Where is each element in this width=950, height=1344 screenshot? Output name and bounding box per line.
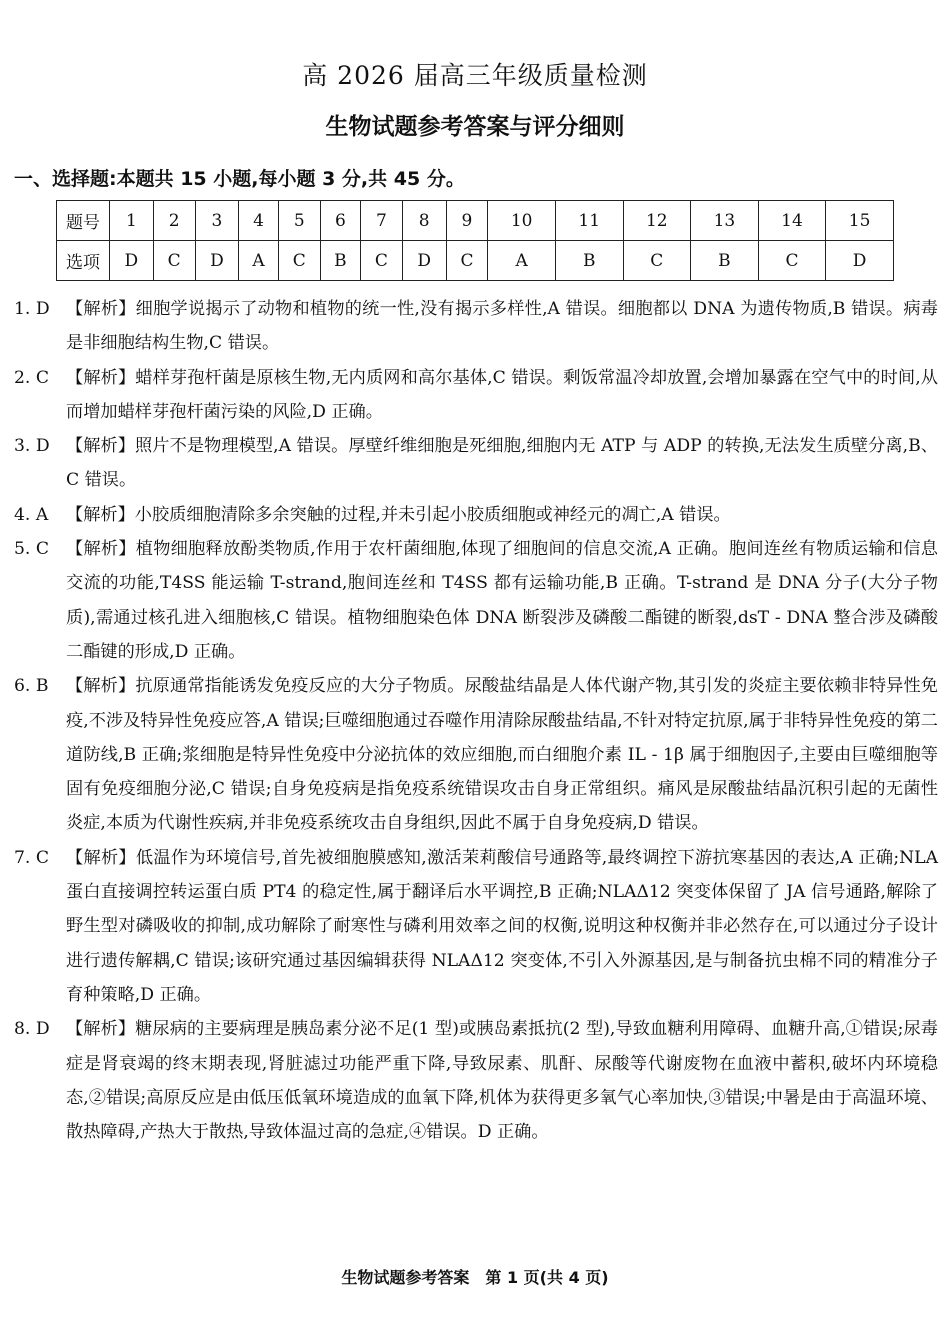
answer-option: D bbox=[402, 241, 446, 281]
explanation-list bbox=[14, 292, 938, 1149]
explanation-item bbox=[14, 292, 938, 361]
answer-option: D bbox=[826, 241, 894, 281]
question-number: 10 bbox=[488, 201, 556, 241]
answer-table-number-row bbox=[57, 201, 894, 241]
item-text: 【解析】照片不是物理模型,A 错误。厚壁纤维细胞是死细胞,细胞内无 ATP 与 ADP 的转换,无法发生质壁分离,B、C 错误。 bbox=[66, 436, 938, 491]
answer-option: D bbox=[195, 241, 239, 281]
item-number: 5. C bbox=[14, 539, 50, 560]
item-number: 8. D bbox=[14, 1019, 50, 1040]
answer-option: B bbox=[555, 241, 623, 281]
answer-option: B bbox=[691, 241, 759, 281]
explanation-item bbox=[14, 669, 938, 840]
page-footer: 生物试题参考答案 第 1 页(共 4 页) bbox=[341, 1268, 609, 1287]
item-text: 【解析】低温作为环境信号,首先被细胞膜感知,激活茉莉酸信号通路等,最终调控下游抗寒基因的表达,A 正确;NLA 蛋白直接调控转运蛋白质 PT4 的稳定性,属于翻译后水平调控,B 正确;NLAΔ12 突变体保留了 JA 信号通路,解除了野生型对磷吸收的抑制,成功解除了耐寒性与磷利用效率之间的权衡,说明这种权衡并非必然存在,可以通过分子设计进行遗传解耦,C 错误;该研究通过基因编辑获得 NLAΔ12 突变体,不引入外源基因,是与制备抗虫棉不同的精准分子育种策略,D 正确。 bbox=[66, 847, 938, 1005]
answer-option: C bbox=[446, 241, 488, 281]
item-text: 【解析】细胞学说揭示了动物和植物的统一性,没有揭示多样性,A 错误。细胞都以 DNA 为遗传物质,B 错误。病毒是非细胞结构生物,C 错误。 bbox=[66, 299, 938, 354]
answer-option: C bbox=[278, 241, 320, 281]
question-number: 13 bbox=[691, 201, 759, 241]
answer-table bbox=[56, 200, 894, 281]
item-number: 2. C bbox=[14, 367, 50, 388]
row-label-number: 题号 bbox=[57, 201, 110, 241]
explanation-item bbox=[14, 429, 938, 498]
item-text: 【解析】糖尿病的主要病理是胰岛素分泌不足(1 型)或胰岛素抵抗(2 型),导致血糖利用障碍、血糖升高,①错误;尿毒症是肾衰竭的终末期表现,肾脏滤过功能严重下降,导致尿素、肌酐、尿酸等代谢废物在血液中蓄积,破坏内环境稳态,②错误;高原反应是由低压低氧环境造成的血氧下降,机体为获得更多氧气心率加快,③错误;中暑是由于高温环境、散热障碍,产热大于散热,导致体温过高的急症,④错误。D 正确。 bbox=[66, 1019, 938, 1143]
question-number: 4 bbox=[239, 201, 279, 241]
item-text: 【解析】抗原通常指能诱发免疫反应的大分子物质。尿酸盐结晶是人体代谢产物,其引发的炎症主要依赖非特异性免疫,不涉及特异性免疫应答,A 错误;巨噬细胞通过吞噬作用清除尿酸盐结晶,不针对特定抗原,属于非特异性免疫的第二道防线,B 正确;浆细胞是特异性免疫中分泌抗体的效应细胞,而白细胞介素 IL - 1β 属于细胞因子,主要由巨噬细胞等固有免疫细胞分泌,C 错误;自身免疫病是指免疫系统错误攻击自身正常组织。痛风是尿酸盐结晶沉积引起的无菌性炎症,本质为代谢性疾病,并非免疫系统攻击自身组织,因此不属于自身免疫病,D 错误。 bbox=[66, 676, 938, 834]
answer-option: D bbox=[110, 241, 154, 281]
answer-option: A bbox=[239, 241, 279, 281]
answer-table-option-row bbox=[57, 241, 894, 281]
question-number: 15 bbox=[826, 201, 894, 241]
question-number: 1 bbox=[110, 201, 154, 241]
question-number: 7 bbox=[361, 201, 403, 241]
question-number: 3 bbox=[195, 201, 239, 241]
item-number: 3. D bbox=[14, 436, 50, 457]
answer-option: C bbox=[153, 241, 195, 281]
item-number: 6. B bbox=[14, 676, 49, 697]
item-text: 【解析】蜡样芽孢杆菌是原核生物,无内质网和高尔基体,C 错误。剩饭常温冷却放置,会增加暴露在空气中的时间,从而增加蜡样芽孢杆菌污染的风险,D 正确。 bbox=[66, 367, 938, 422]
item-number: 4. A bbox=[14, 504, 49, 525]
question-number: 8 bbox=[402, 201, 446, 241]
answer-option: A bbox=[488, 241, 556, 281]
answer-option: C bbox=[758, 241, 826, 281]
question-number: 2 bbox=[153, 201, 195, 241]
item-number: 7. C bbox=[14, 847, 50, 868]
row-label-option: 选项 bbox=[57, 241, 110, 281]
question-number: 14 bbox=[758, 201, 826, 241]
answer-option: C bbox=[361, 241, 403, 281]
explanation-item bbox=[14, 841, 938, 1012]
item-text: 【解析】植物细胞释放酚类物质,作用于农杆菌细胞,体现了细胞间的信息交流,A 正确。胞间连丝有物质运输和信息交流的功能,T4SS 能运输 T-strand,胞间连丝和 T4SS 都有运输功能,B 正确。T-strand 是 DNA 分子(大分子物质),需通过核孔进入细胞核,C 错误。植物细胞染色体 DNA 断裂涉及磷酸二酯键的断裂,dsT - DNA 整合涉及磷酸二酯键的形成,D 正确。 bbox=[66, 539, 938, 662]
item-text: 【解析】小胶质细胞清除多余突触的过程,并未引起小胶质细胞或神经元的凋亡,A 错误。 bbox=[66, 504, 731, 525]
question-number: 12 bbox=[623, 201, 691, 241]
question-number: 5 bbox=[278, 201, 320, 241]
item-number: 1. D bbox=[14, 299, 50, 319]
section-heading: 一、选择题:本题共 15 小题,每小题 3 分,共 45 分。 bbox=[14, 168, 465, 190]
question-number: 6 bbox=[320, 201, 360, 241]
explanation-item bbox=[14, 1012, 938, 1149]
explanation-item bbox=[14, 361, 938, 430]
page-title: 高 2026 届高三年级质量检测 bbox=[302, 61, 648, 90]
page-subtitle: 生物试题参考答案与评分细则 bbox=[325, 114, 625, 140]
question-number: 11 bbox=[555, 201, 623, 241]
explanation-item bbox=[14, 498, 938, 532]
answer-option: B bbox=[320, 241, 360, 281]
explanation-item bbox=[14, 532, 938, 669]
question-number: 9 bbox=[446, 201, 488, 241]
answer-option: C bbox=[623, 241, 691, 281]
